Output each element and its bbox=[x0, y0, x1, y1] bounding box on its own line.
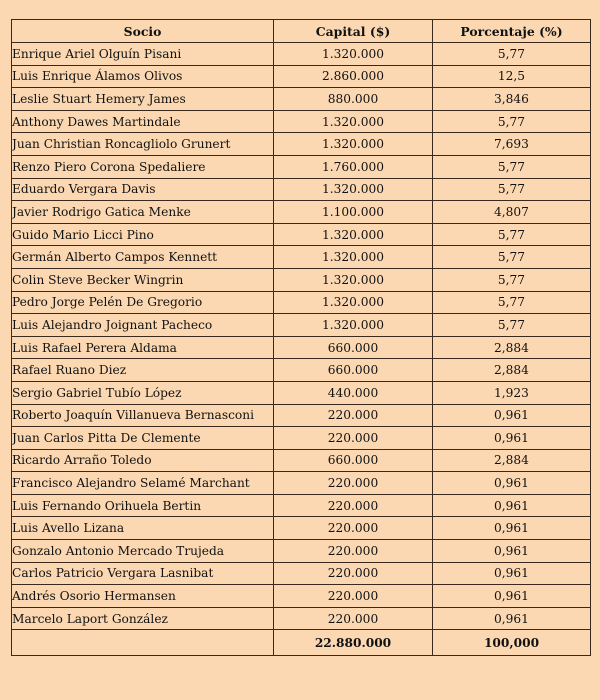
table-row bbox=[12, 359, 591, 382]
porcentaje-cell: 5,77 bbox=[433, 246, 591, 269]
socio-cell: Javier Rodrigo Gatica Menke bbox=[12, 201, 274, 224]
table-row bbox=[12, 517, 591, 540]
porcentaje-cell: 2,884 bbox=[433, 449, 591, 472]
capital-cell: 660.000 bbox=[274, 336, 433, 359]
table-row bbox=[12, 449, 591, 472]
socio-cell: Leslie Stuart Hemery James bbox=[12, 88, 274, 111]
table-row bbox=[12, 201, 591, 224]
total-porcentaje-cell: 100,000 bbox=[433, 630, 591, 656]
header-porcentaje: Porcentaje (%) bbox=[433, 20, 591, 43]
porcentaje-cell: 12,5 bbox=[433, 65, 591, 88]
porcentaje-cell: 1,923 bbox=[433, 381, 591, 404]
capital-cell: 220.000 bbox=[274, 404, 433, 427]
socio-cell: Ricardo Arraño Toledo bbox=[12, 449, 274, 472]
socio-cell: Sergio Gabriel Tubío López bbox=[12, 381, 274, 404]
table-row bbox=[12, 427, 591, 450]
shareholder-table bbox=[11, 19, 591, 656]
table-row bbox=[12, 133, 591, 156]
porcentaje-cell: 5,77 bbox=[433, 223, 591, 246]
capital-cell: 220.000 bbox=[274, 607, 433, 630]
socio-cell: Renzo Piero Corona Spedaliere bbox=[12, 155, 274, 178]
porcentaje-cell: 0,961 bbox=[433, 517, 591, 540]
total-row bbox=[12, 630, 591, 656]
total-capital-cell: 22.880.000 bbox=[274, 630, 433, 656]
table-row bbox=[12, 540, 591, 563]
table-row bbox=[12, 314, 591, 337]
socio-cell: Pedro Jorge Pelén De Gregorio bbox=[12, 291, 274, 314]
capital-cell: 1.320.000 bbox=[274, 314, 433, 337]
porcentaje-cell: 0,961 bbox=[433, 562, 591, 585]
table-row bbox=[12, 110, 591, 133]
capital-cell: 1.320.000 bbox=[274, 110, 433, 133]
porcentaje-cell: 3,846 bbox=[433, 88, 591, 111]
socio-cell: Luis Alejandro Joignant Pacheco bbox=[12, 314, 274, 337]
socio-cell: Carlos Patricio Vergara Lasnibat bbox=[12, 562, 274, 585]
table-row bbox=[12, 291, 591, 314]
capital-cell: 880.000 bbox=[274, 88, 433, 111]
socio-cell: Luis Enrique Álamos Olivos bbox=[12, 65, 274, 88]
porcentaje-cell: 0,961 bbox=[433, 427, 591, 450]
capital-cell: 220.000 bbox=[274, 472, 433, 495]
porcentaje-cell: 7,693 bbox=[433, 133, 591, 156]
capital-cell: 1.320.000 bbox=[274, 43, 433, 66]
capital-cell: 1.320.000 bbox=[274, 133, 433, 156]
capital-cell: 220.000 bbox=[274, 517, 433, 540]
porcentaje-cell: 5,77 bbox=[433, 110, 591, 133]
socio-cell: Gonzalo Antonio Mercado Trujeda bbox=[12, 540, 274, 563]
capital-cell: 2.860.000 bbox=[274, 65, 433, 88]
socio-cell: Germán Alberto Campos Kennett bbox=[12, 246, 274, 269]
porcentaje-cell: 5,77 bbox=[433, 291, 591, 314]
table-row bbox=[12, 381, 591, 404]
capital-cell: 1.760.000 bbox=[274, 155, 433, 178]
table-row bbox=[12, 65, 591, 88]
capital-cell: 1.320.000 bbox=[274, 268, 433, 291]
porcentaje-cell: 5,77 bbox=[433, 155, 591, 178]
capital-cell: 1.320.000 bbox=[274, 246, 433, 269]
socio-cell: Roberto Joaquín Villanueva Bernasconi bbox=[12, 404, 274, 427]
socio-cell: Juan Christian Roncagliolo Grunert bbox=[12, 133, 274, 156]
socio-cell: Juan Carlos Pitta De Clemente bbox=[12, 427, 274, 450]
table-row bbox=[12, 404, 591, 427]
table-row bbox=[12, 607, 591, 630]
socio-cell: Luis Rafael Perera Aldama bbox=[12, 336, 274, 359]
capital-cell: 220.000 bbox=[274, 427, 433, 450]
table-header-row bbox=[12, 20, 591, 43]
capital-cell: 660.000 bbox=[274, 449, 433, 472]
table-row bbox=[12, 494, 591, 517]
socio-cell: Anthony Dawes Martindale bbox=[12, 110, 274, 133]
porcentaje-cell: 5,77 bbox=[433, 314, 591, 337]
capital-cell: 440.000 bbox=[274, 381, 433, 404]
porcentaje-cell: 0,961 bbox=[433, 404, 591, 427]
socio-cell: Enrique Ariel Olguín Pisani bbox=[12, 43, 274, 66]
porcentaje-cell: 0,961 bbox=[433, 585, 591, 608]
porcentaje-cell: 5,77 bbox=[433, 178, 591, 201]
table-row bbox=[12, 562, 591, 585]
capital-cell: 1.320.000 bbox=[274, 178, 433, 201]
socio-cell: Guido Mario Licci Pino bbox=[12, 223, 274, 246]
header-capital: Capital ($) bbox=[274, 20, 433, 43]
socio-cell: Andrés Osorio Hermansen bbox=[12, 585, 274, 608]
table-row bbox=[12, 268, 591, 291]
porcentaje-cell: 2,884 bbox=[433, 336, 591, 359]
socio-cell: Luis Avello Lizana bbox=[12, 517, 274, 540]
table-row bbox=[12, 88, 591, 111]
capital-cell: 220.000 bbox=[274, 540, 433, 563]
header-socio: Socio bbox=[12, 20, 274, 43]
capital-cell: 220.000 bbox=[274, 585, 433, 608]
capital-cell: 220.000 bbox=[274, 494, 433, 517]
porcentaje-cell: 5,77 bbox=[433, 43, 591, 66]
socio-cell: Colin Steve Becker Wingrin bbox=[12, 268, 274, 291]
table-row bbox=[12, 336, 591, 359]
socio-cell: Rafael Ruano Diez bbox=[12, 359, 274, 382]
capital-cell: 220.000 bbox=[274, 562, 433, 585]
capital-cell: 660.000 bbox=[274, 359, 433, 382]
total-socio-cell bbox=[12, 630, 274, 656]
porcentaje-cell: 2,884 bbox=[433, 359, 591, 382]
table-row bbox=[12, 178, 591, 201]
porcentaje-cell: 4,807 bbox=[433, 201, 591, 224]
socio-cell: Marcelo Laport González bbox=[12, 607, 274, 630]
table-row bbox=[12, 155, 591, 178]
porcentaje-cell: 0,961 bbox=[433, 540, 591, 563]
porcentaje-cell: 0,961 bbox=[433, 472, 591, 495]
capital-cell: 1.320.000 bbox=[274, 223, 433, 246]
table-row bbox=[12, 43, 591, 66]
table-body bbox=[12, 43, 591, 630]
capital-cell: 1.320.000 bbox=[274, 291, 433, 314]
porcentaje-cell: 0,961 bbox=[433, 607, 591, 630]
table-row bbox=[12, 246, 591, 269]
table-row bbox=[12, 585, 591, 608]
porcentaje-cell: 5,77 bbox=[433, 268, 591, 291]
capital-cell: 1.100.000 bbox=[274, 201, 433, 224]
porcentaje-cell: 0,961 bbox=[433, 494, 591, 517]
socio-cell: Eduardo Vergara Davis bbox=[12, 178, 274, 201]
socio-cell: Luis Fernando Orihuela Bertin bbox=[12, 494, 274, 517]
socio-cell: Francisco Alejandro Selamé Marchant bbox=[12, 472, 274, 495]
table-row bbox=[12, 223, 591, 246]
table-row bbox=[12, 472, 591, 495]
